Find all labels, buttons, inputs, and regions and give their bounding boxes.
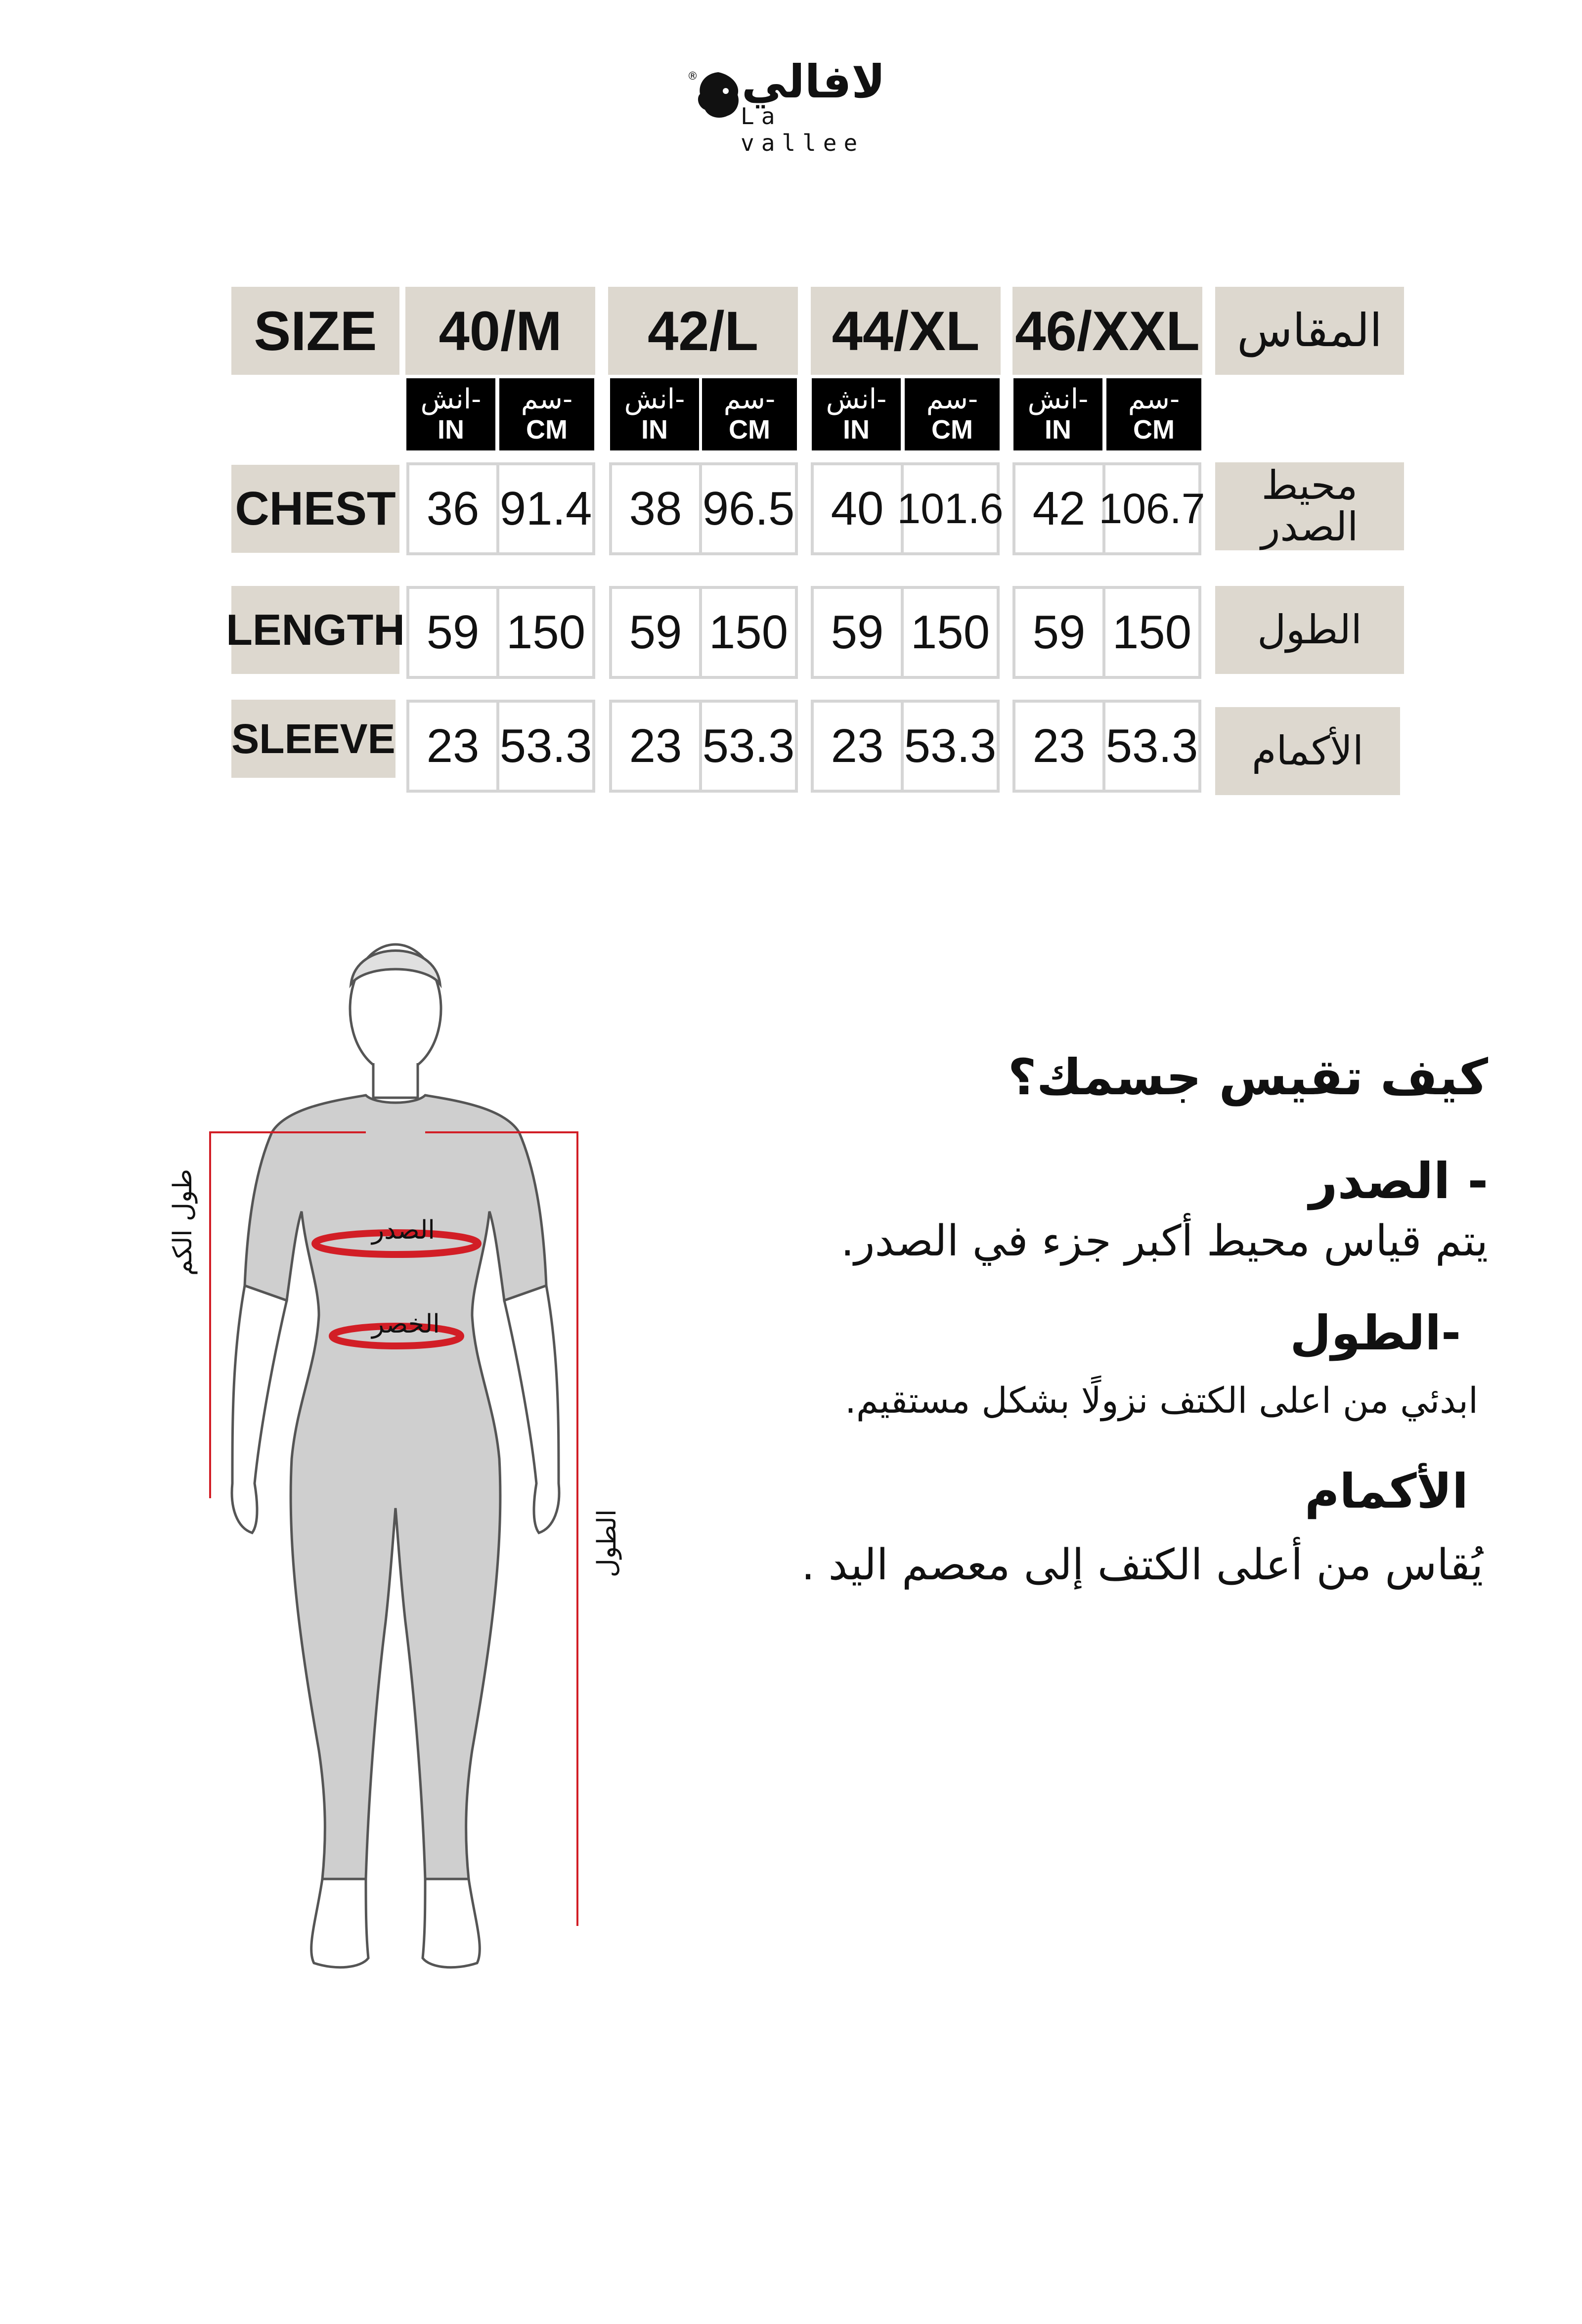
size-46-xxl: 46/XXL: [1012, 287, 1202, 375]
unit-cm: سم- CM: [1106, 378, 1201, 450]
brand-name-arabic: لافالي: [742, 55, 885, 108]
cell-sleeve-46-cm: 53.3: [1102, 700, 1201, 793]
guide-sleeve-heading: الأكمام: [1305, 1464, 1468, 1519]
guide-length-text: ابدئي من اعلى الكتف نزولًا بشكل مستقيم.: [845, 1380, 1478, 1421]
size-42-l: 42/L: [608, 287, 798, 375]
cell-length-40-in: 59: [406, 586, 499, 679]
body-measurement-figure: [148, 910, 643, 2057]
cell-chest-46-cm: 106.7: [1102, 462, 1201, 555]
cell-length-42-in: 59: [609, 586, 702, 679]
cell-chest-44-in: 40: [811, 462, 904, 555]
row-label-length: LENGTH: [231, 586, 399, 674]
unit-cm: سم- CM: [499, 378, 594, 450]
guide-length-heading: -الطول: [1290, 1305, 1461, 1361]
row-label-chest-ar: محيط الصدر: [1215, 462, 1404, 550]
cell-length-42-cm: 150: [699, 586, 798, 679]
row-label-sleeve: SLEEVE: [231, 700, 396, 778]
row-label-length-ar: الطول: [1215, 586, 1404, 674]
cell-sleeve-44-cm: 53.3: [901, 700, 1000, 793]
unit-in: انش- IN: [406, 378, 495, 450]
cell-sleeve-40-cm: 53.3: [496, 700, 595, 793]
mannequin-silhouette: [232, 944, 559, 1967]
label-waist: الخصر: [372, 1309, 440, 1339]
guide-chest-heading: - الصدر: [1309, 1152, 1488, 1210]
label-sleeve-length: طول الكم: [168, 1168, 198, 1276]
cell-length-44-in: 59: [811, 586, 904, 679]
size-44-xl: 44/XL: [811, 287, 1001, 375]
cell-chest-42-in: 38: [609, 462, 702, 555]
registered-mark: ®: [687, 70, 698, 83]
unit-in: انش- IN: [1013, 378, 1102, 450]
unit-cm: سم- CM: [702, 378, 797, 450]
cell-length-46-cm: 150: [1102, 586, 1201, 679]
guide-title: كيف تقيس جسمك؟: [1008, 1048, 1488, 1106]
unit-in: انش- IN: [610, 378, 699, 450]
cell-sleeve-42-cm: 53.3: [699, 700, 798, 793]
row-label-chest: CHEST: [231, 465, 399, 553]
size-header-ar: المقاس: [1215, 287, 1404, 375]
cell-length-44-cm: 150: [901, 586, 1000, 679]
cell-chest-44-cm: 101.6: [901, 462, 1000, 555]
unit-cm: سم- CM: [905, 378, 1000, 450]
cell-sleeve-44-in: 23: [811, 700, 904, 793]
cell-sleeve-46-in: 23: [1012, 700, 1105, 793]
row-label-sleeve-ar: الأكمام: [1215, 707, 1400, 795]
unit-in: انش- IN: [812, 378, 901, 450]
size-40-m: 40/M: [405, 287, 595, 375]
cell-length-40-cm: 150: [496, 586, 595, 679]
cell-chest-42-cm: 96.5: [699, 462, 798, 555]
size-header-en: SIZE: [231, 287, 399, 375]
brand-logo: [682, 55, 910, 156]
guide-chest-text: يتم قياس محيط أكبر جزء في الصدر.: [840, 1216, 1488, 1266]
cell-sleeve-40-in: 23: [406, 700, 499, 793]
cell-chest-40-cm: 91.4: [496, 462, 595, 555]
label-length: الطول: [592, 1509, 622, 1577]
cell-length-46-in: 59: [1012, 586, 1105, 679]
guide-sleeve-text: يُقاس من أعلى الكتف إلى معصم اليد .: [801, 1540, 1483, 1590]
cell-sleeve-42-in: 23: [609, 700, 702, 793]
lion-head-icon: [691, 68, 746, 123]
brand-name-latin: La vallee: [741, 103, 865, 156]
cell-chest-46-in: 42: [1012, 462, 1105, 555]
label-chest: الصدر: [372, 1215, 435, 1245]
cell-chest-40-in: 36: [406, 462, 499, 555]
